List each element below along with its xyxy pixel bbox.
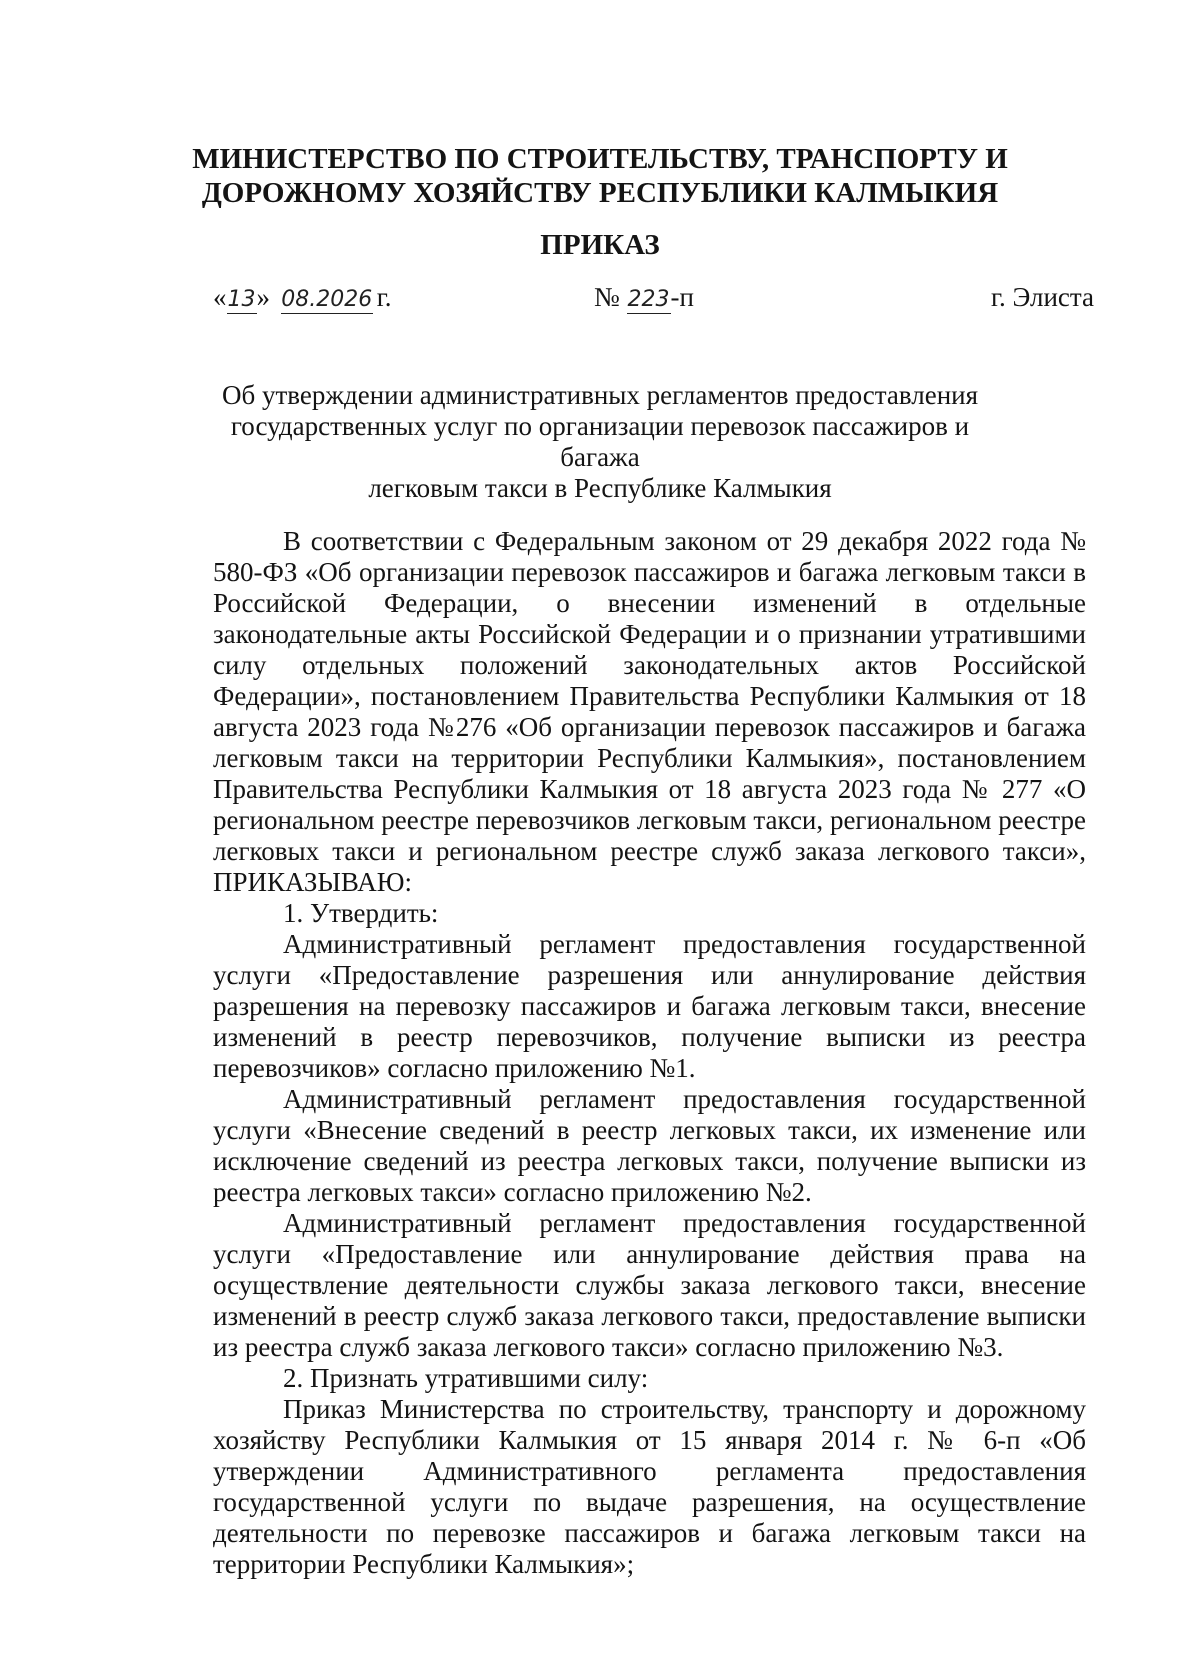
number-prefix: № [594, 282, 620, 312]
regulation-1-paragraph: Административный регламент предоставления государственной услуги «Предоставление разрешения или аннулирование действия разрешения на перевозку пассажиров и багажа легковым такси, внесение изменений в реестр перевозчиков, получение выписки из реестра перевозчиков» согласно приложению №1. [213, 929, 1086, 1083]
number-handwritten: 223 [627, 287, 670, 312]
subject-line-1: Об утверждении административных регламентов предоставления [221, 380, 979, 410]
ministry-title [150, 142, 1050, 210]
preamble-paragraph: В соответствии с Федеральным законом от 29 декабря 2022 года № 580-ФЗ «Об организации перевозок пассажиров и багажа легковым такси в Российской Федерации, о внесении изменений в отдельные законодательные акты Российской Федерации и о признании утратившими силу отдельных положений законодательных актов Российской Федерации», постановлением Правительства Республики Калмыкия от 18 августа 2023 года №276 «Об организации перевозок пассажиров и багажа легковым такси на территории Республики Калмыкия», постановлением Правительства Республики Калмыкия от 18 августа 2023 года № 277 «О региональном реестре перевозчиков легковым такси, региональном реестре легковых такси и региональном реестре служб заказа легкового такси», ПРИКАЗЫВАЮ: [213, 526, 1086, 897]
order-city: г. Элиста [990, 282, 1094, 312]
document-type: ПРИКАЗ [540, 229, 660, 261]
subject-line-3: легковым такси в Республике Калмыкия [368, 473, 832, 503]
item-2-heading: 2. Признать утратившими силу: [283, 1363, 649, 1393]
order-date [213, 280, 392, 314]
order-number [594, 280, 694, 314]
date-month-year-handwritten: 08.2026 [281, 287, 373, 312]
order-meta-row [0, 280, 1200, 316]
date-day-handwritten: 13 [227, 287, 256, 312]
regulation-3-paragraph: Административный регламент предоставления государственной услуги «Предоставление или аннулирование действия права на осуществление деятельности службы заказа легкового такси, внесение изменений в реестр служб заказа легкового такси, предоставление выписки из реестра служб заказа легкового такси» согласно приложению №3. [213, 1208, 1086, 1362]
order-body [213, 526, 1086, 1580]
date-close-quote: » [256, 282, 270, 312]
date-open-quote: « [213, 282, 227, 312]
order-subject [200, 380, 1000, 504]
regulation-2-paragraph: Административный регламент предоставления государственной услуги «Внесение сведений в реестр легковых такси, их изменение или исключение сведений из реестра легковых такси, получение выписки из реестра легковых такси» согласно приложению №2. [213, 1084, 1086, 1207]
ministry-title-line-2: ДОРОЖНОМУ ХОЗЯЙСТВУ РЕСПУБЛИКИ КАЛМЫКИЯ [201, 177, 999, 209]
number-suffix: -п [670, 282, 694, 312]
repeal-1-paragraph: Приказ Министерства по строительству, транспорту и дорожному хозяйству Республики Калмыкия от 15 января 2014 г. № 6-п «Об утверждении Административного регламента предоставления государственной услуги по выдаче разрешения, на осуществление деятельности по перевозке пассажиров и багажа легковым такси на территории Республики Калмыкия»; [213, 1394, 1086, 1579]
date-suffix: г. [376, 282, 392, 312]
subject-line-2: государственных услуг по организации перевозок пассажиров и багажа [230, 411, 970, 472]
item-1-heading: 1. Утвердить: [283, 898, 439, 928]
ministry-title-line-1: МИНИСТЕРСТВО ПО СТРОИТЕЛЬСТВУ, ТРАНСПОРТУ И [192, 143, 1008, 175]
